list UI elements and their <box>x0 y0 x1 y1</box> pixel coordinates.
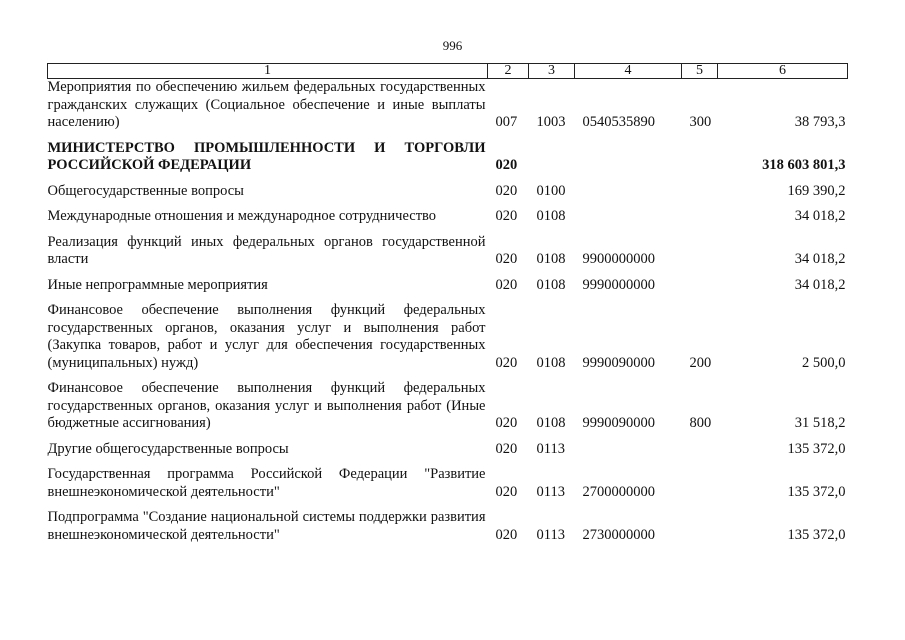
table-row <box>48 458 848 501</box>
row-expense-type <box>682 458 718 501</box>
table-row <box>48 132 848 175</box>
row-description: МИНИСТЕРСТВО ПРОМЫШЛЕННОСТИ И ТОРГОВЛИ РОССИЙСКОЙ ФЕДЕРАЦИИ <box>47 139 486 173</box>
header-col-1: 1 <box>48 64 488 79</box>
row-ministry-code: 020 <box>495 354 518 371</box>
row-ministry-code: 020 <box>495 415 518 431</box>
row-ministry-code: 020 <box>495 157 518 173</box>
row-ministry-code: 020 <box>495 208 518 224</box>
row-description: Мероприятия по обеспечению жильем федеральных государственных гражданских служащих (Социальное обеспечение и иные выплаты населению) <box>47 79 486 130</box>
row-amount: 31 518,2 <box>794 415 846 431</box>
row-expense-type <box>682 200 718 226</box>
row-target-code: 2730000000 <box>582 526 655 543</box>
table-row <box>48 175 848 201</box>
table-row <box>48 200 848 226</box>
row-expense-type <box>682 132 718 175</box>
row-target-code: 2700000000 <box>582 483 655 500</box>
row-expense-type: 200 <box>689 354 712 371</box>
row-section-code: 0108 <box>536 415 566 431</box>
row-amount: 34 018,2 <box>794 208 846 224</box>
row-section-code: 0113 <box>536 440 565 457</box>
table-row <box>48 226 848 269</box>
row-expense-type <box>682 226 718 269</box>
row-ministry-code: 020 <box>495 251 518 267</box>
table-header <box>48 64 848 79</box>
header-col-2: 2 <box>488 64 529 79</box>
budget-table <box>47 63 848 544</box>
row-description: Государственная программа Российской Федерации "Развитие внешнеэкономической деятельности" <box>47 466 486 500</box>
row-description: Общегосударственные вопросы <box>47 182 244 199</box>
row-expense-type <box>682 433 718 459</box>
row-target-code <box>575 200 682 226</box>
row-target-code <box>575 433 682 459</box>
table-row <box>48 79 848 132</box>
row-target-code: 0540535890 <box>582 114 655 130</box>
row-section-code: 0100 <box>536 182 566 199</box>
table-body <box>48 79 848 545</box>
row-ministry-code: 020 <box>495 526 518 543</box>
row-amount: 135 372,0 <box>787 483 846 500</box>
row-description: Реализация функций иных федеральных органов государственной власти <box>47 233 486 267</box>
row-target-code: 9990090000 <box>582 415 655 431</box>
row-ministry-code: 007 <box>495 114 518 130</box>
table-row <box>48 269 848 295</box>
row-section-code: 1003 <box>536 114 566 130</box>
table-row <box>48 294 848 372</box>
row-description: Подпрограмма "Создание национальной системы поддержки развития внешнеэкономической деятельности" <box>47 509 486 543</box>
row-target-code <box>575 175 682 201</box>
page-number: 996 <box>442 38 463 53</box>
row-expense-type: 300 <box>689 114 712 130</box>
row-description: Международные отношения и международное сотрудничество <box>47 208 437 224</box>
row-amount: 34 018,2 <box>794 276 846 293</box>
row-section-code: 0108 <box>536 208 566 224</box>
row-description: Финансовое обеспечение выполнения функций федеральных государственных органов, оказания услуг и выполнения работ (Закупка товаров, работ и услуг для обеспечения государственных (муниципальных) нужд) <box>47 302 486 371</box>
row-section-code: 0113 <box>536 483 565 500</box>
header-col-3: 3 <box>529 64 575 79</box>
row-target-code: 9900000000 <box>582 251 655 267</box>
row-target-code: 9990090000 <box>582 354 655 371</box>
row-ministry-code: 020 <box>495 483 518 500</box>
row-section-code <box>529 132 575 175</box>
row-target-code <box>575 132 682 175</box>
row-expense-type: 800 <box>689 415 712 431</box>
table-row <box>48 372 848 433</box>
row-amount: 135 372,0 <box>787 526 846 543</box>
row-description: Финансовое обеспечение выполнения функций федеральных государственных органов, оказания услуг и выполнения работ (Иные бюджетные ассигнования) <box>47 380 486 431</box>
row-target-code: 9990000000 <box>582 276 655 293</box>
row-section-code: 0108 <box>536 251 566 267</box>
row-section-code: 0113 <box>536 526 565 543</box>
row-section-code: 0108 <box>536 276 566 293</box>
header-row <box>48 64 848 79</box>
header-col-4: 4 <box>575 64 682 79</box>
row-expense-type <box>682 501 718 544</box>
row-ministry-code: 020 <box>495 182 518 199</box>
row-amount: 2 500,0 <box>802 354 846 371</box>
header-col-6: 6 <box>718 64 848 79</box>
row-amount: 318 603 801,3 <box>762 157 846 173</box>
row-amount: 34 018,2 <box>794 251 846 267</box>
row-description: Другие общегосударственные вопросы <box>47 440 289 457</box>
table-row <box>48 433 848 459</box>
row-expense-type <box>682 175 718 201</box>
row-amount: 135 372,0 <box>787 440 846 457</box>
row-amount: 169 390,2 <box>787 182 846 199</box>
row-ministry-code: 020 <box>495 440 518 457</box>
row-amount: 38 793,3 <box>794 114 846 130</box>
table-row <box>48 501 848 544</box>
header-col-5: 5 <box>682 64 718 79</box>
row-section-code: 0108 <box>536 354 566 371</box>
row-ministry-code: 020 <box>495 276 518 293</box>
row-description: Иные непрограммные мероприятия <box>47 276 268 293</box>
row-expense-type <box>682 269 718 295</box>
